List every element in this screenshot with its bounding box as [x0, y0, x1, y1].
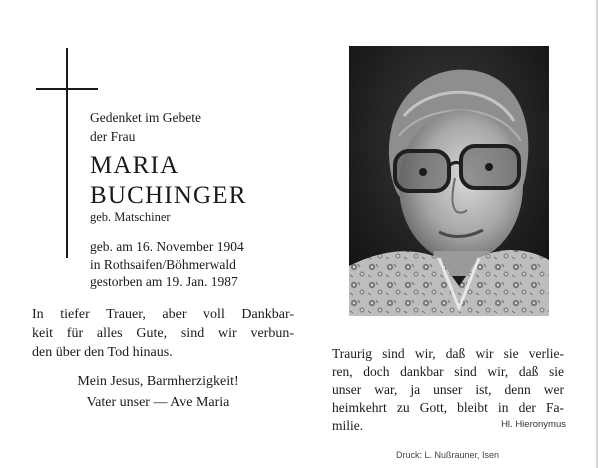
cross-horizontal	[36, 88, 98, 90]
card-edge	[596, 0, 598, 468]
prayer-line-1: Mein Jesus, Barmherzigkeit!	[77, 374, 239, 389]
condolence-line-5: milie.	[332, 418, 364, 433]
condolence-line-3: unser war, ja unser ist, denn wer	[332, 382, 564, 397]
prayer-line-2: Vater unser — Ave Maria	[86, 395, 230, 410]
mourning-line-2: keit für alles Gute, sind wir verbun-	[32, 326, 294, 341]
condolence-line-4: heimkehrt zu Gott, bleibt in der Fa-	[332, 400, 564, 415]
birth-place: in Rothsaifen/Böhmerwald	[90, 257, 236, 272]
condolence-line-2: ren, doch dankbar sind wir, daß sie	[332, 364, 564, 379]
intro-line-2: der Frau	[90, 129, 136, 144]
first-name: MARIA	[90, 152, 180, 179]
printer-credit: Druck: L. Nußrauner, Isen	[396, 450, 500, 460]
intro-line-1: Gedenket im Gebete	[90, 110, 201, 125]
mourning-line-3: den über den Tod hinaus.	[32, 345, 173, 360]
mourning-text	[32, 305, 294, 362]
maiden-name: geb. Matschiner	[90, 210, 171, 224]
mourning-line-1: In tiefer Trauer, aber voll Dankbar-	[32, 307, 294, 322]
cross-vertical	[66, 48, 68, 258]
last-name: BUCHINGER	[90, 182, 247, 209]
condolence-line-1: Traurig sind wir, daß wir sie verlie-	[332, 346, 564, 361]
quote-attribution: Hl. Hieronymus	[501, 419, 566, 430]
death-date: gestorben am 19. Jan. 1987	[90, 274, 238, 289]
portrait-image	[349, 46, 549, 316]
portrait-photo	[349, 46, 549, 316]
birth-date: geb. am 16. November 1904	[90, 239, 244, 254]
